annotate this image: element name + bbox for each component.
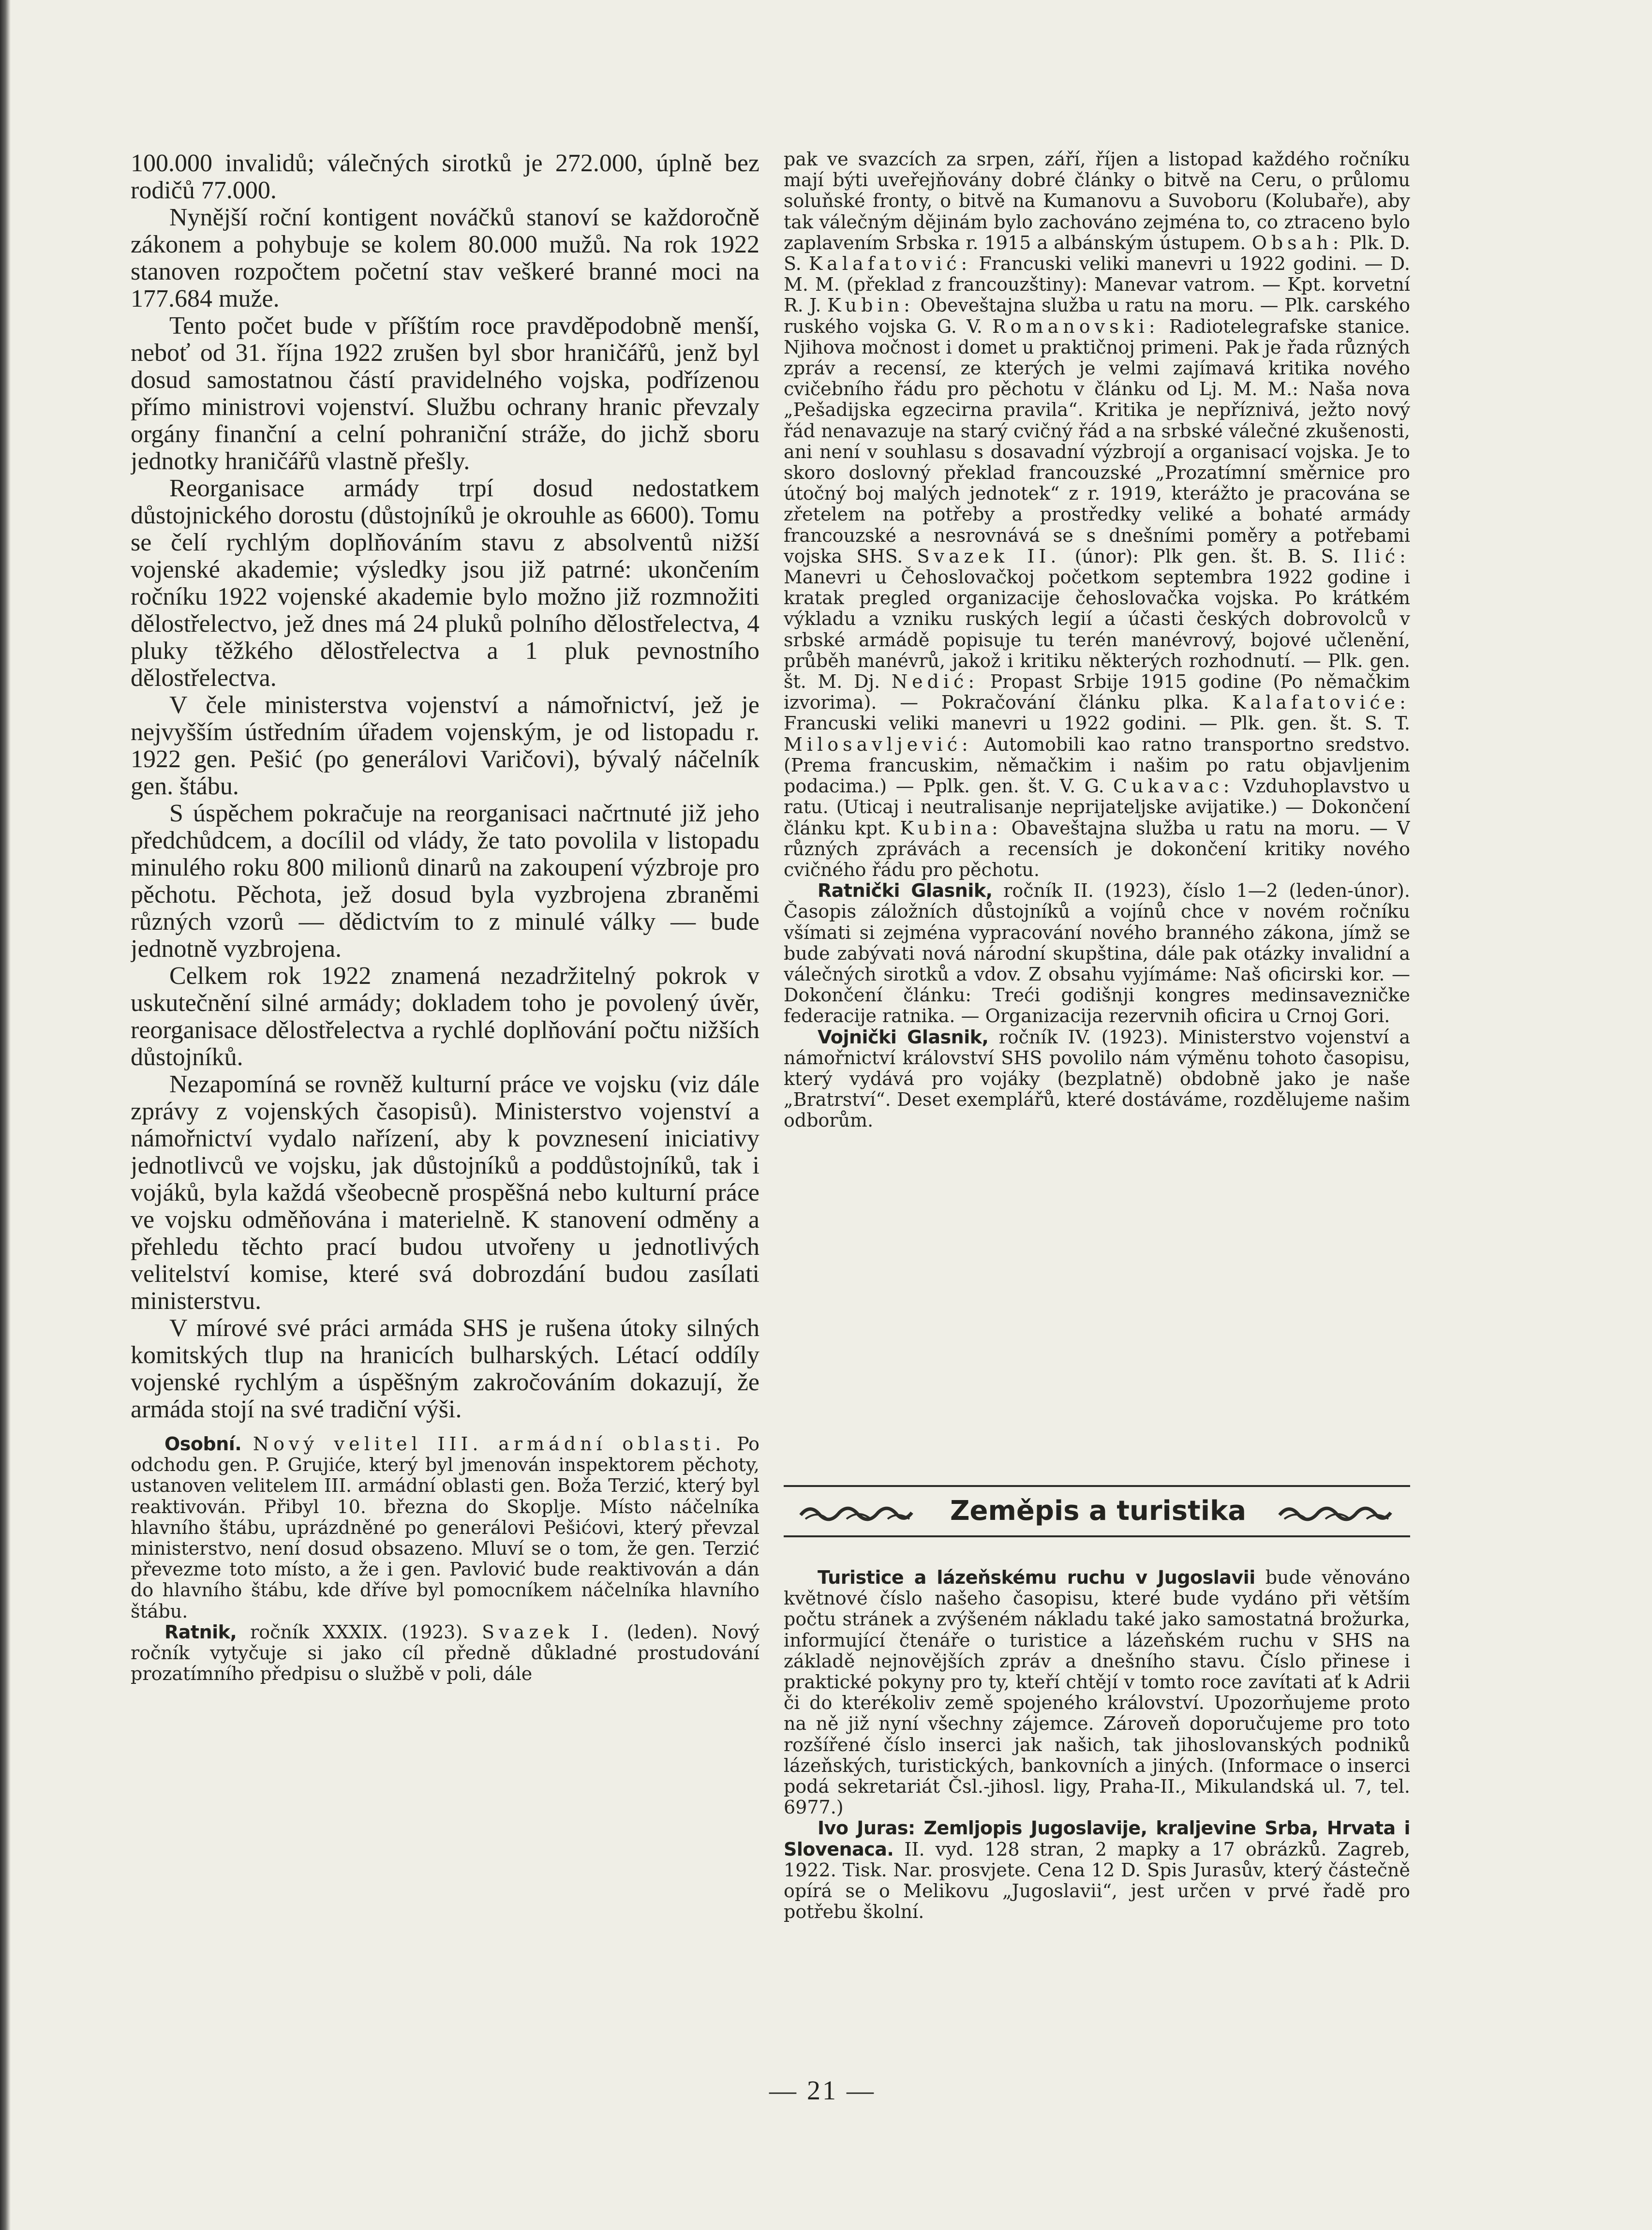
paragraph-4: Reorganisace armády trpí dosud nedostatkem důstojnického dorostu (důstojníků je okrouhle as 6600). Tomu se čelí rychlým doplňováním stavu z absolventů nižší vojenské akademie; výsledky jsou již patrné: ukončením ročníku 1922 vojenské akademie bylo možno již rozmnožiti dělostřelectvo, jež dnes má 24 pluků polního dělostřelectva, 4 pluky těžkého dělostřelectva a 1 pluk pevnostního dělostřelectva. [131, 475, 759, 692]
ratnik-cont-p4: Obeveštajna služba u ratu na moru. — Plk. carského ruského vojska G. V. [784, 295, 1410, 337]
ratnik-svazek: Svazek I. [482, 1621, 613, 1643]
ratnik-cont-p12: Obaveštajna služba u ratu na moru. — V různých zprávách a recensích je dokončení kritiky nového cvičného řádu pro pěchotu. [784, 817, 1410, 880]
ratnik-text-b: (leden). Nový ročník vytyčuje si jako cíl předně důkladné prostudování prozatímního předpisu o službě v poli, dále [131, 1621, 759, 1685]
section-title: Zeměpis a turistika [950, 1495, 1247, 1527]
paragraph-3: Tento počet bude v příštím roce pravděpodobně menší, neboť od 31. října 1922 zrušen byl sbor hraničářů, jenž byl dosud samostatnou částí pravidelného vojska, podřízenou přímo ministrovi vojenství. Službu ochrany hranic převzaly orgány finanční a celní pohraniční stráže, do jichž sboru jednotky hraničářů vlastně přešly. [131, 312, 759, 475]
header-rule-bottom [784, 1535, 1410, 1537]
ornament-left-icon [798, 1501, 914, 1525]
ivo-juras-note [784, 1818, 1410, 1922]
osobni-note [131, 1434, 759, 1622]
vojnicki-text: ročník IV. (1923). Ministerstvo vojenství a námořnictví království SHS povolilo nám výměnu tohoto časopisu, který vydává pro vojáky (bezplatně) obdobně jako je naše „Bratrství“. Deset exemplářů, které dostáváme, rozdělujeme našim odborům. [784, 1026, 1410, 1131]
ratnik-cont-p1: pak ve svazcích za srpen, září, říjen a listopad každého ročníku mají býti uveřejňovány dobré články o bitvě na Ceru, o průlomu soluňské fronty, o bitvě na Kumanovu a Suvoboru (Kolubaře), aby tak válečným dějinám bylo zachováno zejména to, co ztraceno bylo zaplavením Srbska r. 1915 a albánským ústupem. [784, 149, 1410, 253]
author-cukavac: Cukavac: [1113, 775, 1234, 797]
ornament-right-icon [1277, 1501, 1393, 1525]
paragraph-1: 100.000 invalidů; válečných sirotků je 272.000, úplně bez rodičů 77.000. [131, 149, 759, 204]
ratnik-cont-p5: Radiotelegrafske stanice. Njihova močnost i domet u praktičnoj primeni. Pak je řada různých zpráv a recensí, ze kterých je velmi zajímavá kritika nového cvičebního řádu pro pěchotu v článku od Lj. M. M.: Naša nova „Pešadijska egzecirna pravila“. Kritika je nepříznivá, ježto nový řád nenavazuje na starý cvičný řád a na srbské válečné zkušenosti, ani není v souhlasu s dosavadní výzbrojí a organisací vojska. Je to skoro doslovný překlad francouzské „Prozatímní směrnice pro útočný boj malých jednotek“ z r. 1919, kterážto je pracována se zřetelem na potřeby a prostředky veliké a bohaté armády francouzské a nesrovnává se s dnešními poměry a potřebami vojska SHS. [784, 315, 1410, 567]
ratnik-cont-p2: Plk. D. S. [784, 232, 1410, 275]
author-romanovski: Romanovski: [992, 315, 1160, 337]
osobni-lead: Osobní. [164, 1433, 242, 1455]
paragraph-6: S úspěchem pokračuje na reorganisaci načrtnuté již jeho předchůdcem, a docílil od vlády, že tato povolila v listopadu minulého roku 800 milionů dinarů na zakoupení výzbroje pro pěchotu. Pěchota, jež dosud byla vyzbrojena zbraněmi různých vzorů — dědictvím to z minulé války — bude jednotně vyzbrojena. [131, 800, 759, 963]
paragraph-8: Nezapomíná se rovněž kulturní práce ve vojsku (viz dále zprávy z vojenských časopisů). Ministerstvo vojenství a námořnictví vydalo nařízení, aby k povznesení iniciativy jednotlivců ve vojsku, jak důstojníků a poddůstojníků, tak i vojáků, byla každá všeobecně prospěšná nebo kulturní práce ve vojsku odměňována i materielně. K stanovení odměny a přehledu těchto prací budou utvořeny u jednotlivých velitelství komise, které svá dobrozdání budou zasílati ministerstvu. [131, 1070, 759, 1315]
ratnik-cont-p6: (únor): Plk gen. št. B. S. [1074, 545, 1339, 567]
vojnicki-lead: Vojnički Glasnik, [818, 1026, 989, 1048]
author-kubina: Kubina: [900, 817, 1002, 839]
svazek-2: Svazek II. [917, 545, 1061, 567]
obsah-label: Obsah: [1251, 232, 1343, 253]
section-header-zemepis [784, 1485, 1410, 1543]
ratnik-cont-p11: Vzduhoplavstvo u ratu. (Uticaj i neutralisanje neprijateljske avijatike.) — Dokončení článku kpt. [784, 775, 1410, 839]
turistice-lead: Turistice a lázeňskému ruchu v Jugoslavii [818, 1567, 1255, 1588]
paragraph-5: V čele ministerstva vojenství a námořnictví, jež je nejvyšším ústředním úřadem vojenským, je od listopadu r. 1922 gen. Pešić (po generálovi Varičovi), bývalý náčelník gen. štábu. [131, 691, 759, 800]
paragraph-9: V mírové své práci armáda SHS je rušena útoky silných komitských tlup na hranicích bulharských. Létací oddíly vojenské rychlým a úspěšným zakročováním dokazují, že armáda stojí na své tradiční výši. [131, 1314, 759, 1423]
right-column-lower [784, 1567, 1410, 1922]
ratnicki-glasnik-note [784, 880, 1410, 1026]
ratnik-cont-p7: Manevri u Čehoslovačkoj početkom septembra 1922 godine i kratak pregled organizacije čehoslovačka vojska. Po krátkém výkladu a vzniku ruských legií a účasti českých dobrovolců v srbské armádě popisuje tu terén manévrový, bojové učlenění, průběh manévrů, jakož i kritiku některých rozhodnutí. — Plk. gen. št. M. Dj. [784, 566, 1410, 693]
paragraph-2: Nynější roční kontigent nováčků stanoví se každoročně zákonem a pohybuje se kolem 80.000 mužů. Na rok 1922 stanoven rozpočtem početní stav veškeré branné moci na 177.684 muže. [131, 204, 759, 312]
ratnik-continuation [784, 149, 1410, 880]
osobni-text: Po odchodu gen. P. Grujiće, který byl jmenován inspektorem pěchoty, ustanoven velitelem III. armádní oblasti gen. Boža Terzić, který byl reaktivován. Přibyl 10. března do Skoplje. Místo náčelníka hlavního štábu, uprázdněné po generálovi Pešićovi, který převzal ministerstvo, není dosud obsazeno. Mluví se o tom, že gen. Terzić převezme toto místo, a že i gen. Pavlović bude reaktivován a dán do hlavního štábu, kde dříve byl pomocníkem náčelníka hlavního štábu. [131, 1433, 759, 1622]
turistice-note [784, 1567, 1410, 1818]
ivo-juras-lead: Ivo Juras: Zemljopis Jugoslavije, kraljevine Srba, Hrvata i Slovenaca. [784, 1817, 1410, 1860]
ratnik-text-a: ročník XXXIX. (1923). [250, 1621, 469, 1643]
ratnik-cont-p10: Automobili kao ratno transportno sredstvo. (Prema francuskim, němačkim i našim po ratu objavljenim podacima.) — Pplk. gen. št. V. G. [784, 733, 1410, 797]
author-milosavljevic: Milosavljević: [784, 733, 972, 755]
author-kubin: Kubin: [827, 295, 914, 316]
turistice-text: bude věnováno květnové číslo našeho časopisu, které bude vydáno při větším počtu stránek a zvýšeném nákladu také jako samostatná brožurka, informující čtenáře o turistice a lázeňském ruchu v SHS na základě nejnovějších zpráv a dnešního stavu. Číslo přinese i praktické pokyny pro ty, kteří chtějí v tomto roce zavítati ať k Adrii či do kterékoliv země spojeného království. Upozorňujeme proto na ně již nyní všechny zájemce. Zároveň doporučujeme pro toto rozšířené číslo inserci jak našich, tak jihoslovanských podniků lázeňských, turistických, bankovních a jiných. (Informace o inserci podá sekretariát Čsl.-jihosl. ligy, Praha-II., Mikulandská ul. 7, tel. 6977.) [784, 1567, 1410, 1818]
ratnicki-text: ročník II. (1923), číslo 1—2 (leden-únor). Časopis záložních důstojníků a vojínů chce v novém ročníku všímati si zejména vypracování nového branného zákona, jímž se bude zabývati nová národní skupština, dále pak otázky invalidní a válečných sirotků a vdov. Z obsahu vyjímáme: Naš oficirski kor. — Dokončení článku: Treći godišnji kongres medinsavezničke federacije ratnika. — Organizacija rezervnih oficira u Crnoj Gori. [784, 880, 1410, 1027]
ratnik-cont-p8: Propast Srbije 1915 godine (Po němačkim izvorima). — Pokračování článku plka. [784, 671, 1410, 714]
ratnicki-lead: Ratnički Glasnik, [818, 880, 993, 902]
author-ilic: Ilić: [1353, 545, 1410, 567]
vojnicki-glasnik-note [784, 1027, 1410, 1131]
page-number: — 21 — [769, 2076, 876, 2106]
author-nedic: Nedić: [891, 671, 979, 693]
left-column [131, 0, 759, 2230]
author-kalafatovic: Kalafatović: [808, 253, 972, 275]
ratnik-lead: Ratnik, [164, 1621, 237, 1643]
author-kalafatovice: Kalafatoviće: [1232, 692, 1410, 714]
osobni-heading: Nový velitel III. armádní oblasti. [253, 1433, 726, 1455]
page-binding-edge [0, 0, 11, 2230]
ratnik-cont-p9: Francuski veliki manevri u 1922 godini. — Plk. gen. št. S. T. [784, 713, 1410, 734]
ratnik-note [131, 1622, 759, 1685]
header-rule-top [784, 1485, 1410, 1487]
right-column [784, 0, 1410, 1475]
ratnik-cont-p3: Francuski veliki manevri u 1922 godini. — D. M. M. (překlad z francouzštiny): Manevar vatrom. — Kpt. korvetní R. J. [784, 253, 1410, 316]
ivo-juras-text: II. vyd. 128 stran, 2 mapky a 17 obrázků. Zagreb, 1922. Tisk. Nar. prosvjete. Cena 12 D. Spis Jurasův, který částečně opírá se o Melikovu „Jugoslavii“, jest určen v prvé řadě pro potřebu školní. [784, 1838, 1410, 1923]
paragraph-7: Celkem rok 1922 znamená nezadržitelný pokrok v uskutečnění silné armády; dokladem toho je povolený úvěr, reorganisace dělostřelectva a rychlé doplňování počtu nižších důstojníků. [131, 962, 759, 1071]
